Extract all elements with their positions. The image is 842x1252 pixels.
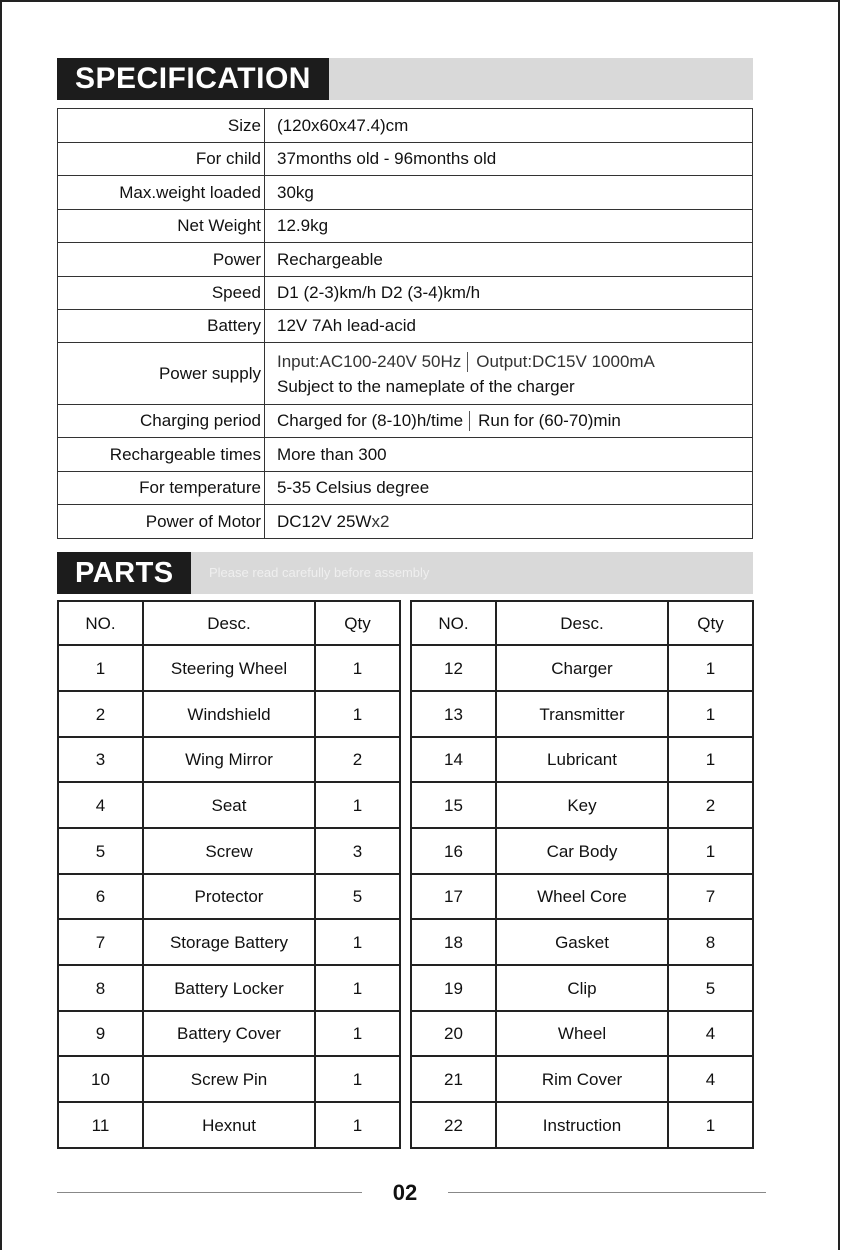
header-qty: Qty bbox=[315, 601, 400, 645]
part-qty: 1 bbox=[315, 691, 400, 737]
spec-row-max-weight bbox=[58, 176, 753, 210]
table-row bbox=[411, 874, 753, 919]
charging-charged: Charged for (8-10)h/time bbox=[277, 410, 464, 430]
part-qty: 1 bbox=[668, 828, 753, 874]
table-row bbox=[411, 965, 753, 1011]
table-row bbox=[58, 1011, 400, 1056]
part-qty: 1 bbox=[315, 1011, 400, 1056]
divider bbox=[467, 352, 468, 372]
part-no: 2 bbox=[58, 691, 143, 737]
header-no: NO. bbox=[411, 601, 496, 645]
table-row bbox=[411, 1102, 753, 1148]
spec-row-rechargeable-times bbox=[58, 438, 753, 472]
spec-row-power-supply bbox=[58, 343, 753, 405]
part-desc: Battery Cover bbox=[143, 1011, 315, 1056]
part-desc: Lubricant bbox=[496, 737, 668, 782]
power-supply-note: Subject to the nameplate of the charger bbox=[277, 376, 575, 396]
spec-label: For child bbox=[58, 143, 265, 176]
part-desc: Screw Pin bbox=[143, 1056, 315, 1102]
part-qty: 3 bbox=[315, 828, 400, 874]
part-desc: Protector bbox=[143, 874, 315, 919]
table-row bbox=[411, 691, 753, 737]
part-no: 14 bbox=[411, 737, 496, 782]
part-qty: 1 bbox=[315, 1056, 400, 1102]
spec-row-speed bbox=[58, 277, 753, 310]
part-qty: 1 bbox=[668, 1102, 753, 1148]
part-qty: 1 bbox=[668, 645, 753, 691]
power-supply-output: Output:DC15V 1000mA bbox=[476, 351, 655, 371]
part-no: 19 bbox=[411, 965, 496, 1011]
part-desc: Charger bbox=[496, 645, 668, 691]
table-row bbox=[58, 965, 400, 1011]
specification-header-bar bbox=[57, 58, 753, 100]
part-desc: Rim Cover bbox=[496, 1056, 668, 1102]
part-desc: Car Body bbox=[496, 828, 668, 874]
part-no: 18 bbox=[411, 919, 496, 965]
header-no: NO. bbox=[58, 601, 143, 645]
part-desc: Screw bbox=[143, 828, 315, 874]
spec-label: Speed bbox=[58, 277, 265, 310]
spec-row-charging-period bbox=[58, 405, 753, 438]
part-no: 20 bbox=[411, 1011, 496, 1056]
spec-label: Battery bbox=[58, 310, 265, 343]
part-no: 10 bbox=[58, 1056, 143, 1102]
part-no: 17 bbox=[411, 874, 496, 919]
part-desc: Hexnut bbox=[143, 1102, 315, 1148]
part-desc: Wheel Core bbox=[496, 874, 668, 919]
table-row bbox=[58, 919, 400, 965]
table-row bbox=[411, 919, 753, 965]
motor-value: DC12V 25W bbox=[277, 511, 372, 531]
footer-rule-left bbox=[57, 1192, 362, 1193]
part-desc: Gasket bbox=[496, 919, 668, 965]
spec-label: Net Weight bbox=[58, 210, 265, 243]
part-qty: 7 bbox=[668, 874, 753, 919]
table-row bbox=[58, 737, 400, 782]
specification-table bbox=[57, 108, 753, 539]
spec-row-battery bbox=[58, 310, 753, 343]
spec-label: Rechargeable times bbox=[58, 438, 265, 472]
part-no: 3 bbox=[58, 737, 143, 782]
parts-table-left bbox=[57, 600, 401, 1149]
spec-row-net-weight bbox=[58, 210, 753, 243]
specification-title: SPECIFICATION bbox=[57, 58, 329, 100]
footer-rule-right bbox=[448, 1192, 766, 1193]
header-desc: Desc. bbox=[496, 601, 668, 645]
spec-value-charging bbox=[265, 405, 753, 438]
spec-value: D1 (2-3)km/h D2 (3-4)km/h bbox=[265, 277, 753, 310]
part-qty: 8 bbox=[668, 919, 753, 965]
table-row bbox=[58, 1056, 400, 1102]
page-number: 02 bbox=[392, 1180, 418, 1205]
part-qty: 5 bbox=[668, 965, 753, 1011]
table-row bbox=[58, 1102, 400, 1148]
part-qty: 1 bbox=[315, 1102, 400, 1148]
table-row bbox=[58, 874, 400, 919]
parts-note: Please read carefully before assembly bbox=[209, 565, 430, 580]
part-desc: Key bbox=[496, 782, 668, 828]
part-no: 5 bbox=[58, 828, 143, 874]
part-no: 8 bbox=[58, 965, 143, 1011]
part-qty: 1 bbox=[668, 737, 753, 782]
part-no: 21 bbox=[411, 1056, 496, 1102]
part-qty: 2 bbox=[315, 737, 400, 782]
spec-label: Power of Motor bbox=[58, 505, 265, 539]
part-no: 1 bbox=[58, 645, 143, 691]
part-desc: Wheel bbox=[496, 1011, 668, 1056]
part-qty: 5 bbox=[315, 874, 400, 919]
spec-label: Power bbox=[58, 243, 265, 277]
table-row bbox=[411, 737, 753, 782]
spec-label: Power supply bbox=[58, 343, 265, 405]
part-desc: Steering Wheel bbox=[143, 645, 315, 691]
spec-value: 12.9kg bbox=[265, 210, 753, 243]
part-qty: 1 bbox=[315, 919, 400, 965]
part-desc: Wing Mirror bbox=[143, 737, 315, 782]
table-row bbox=[58, 782, 400, 828]
table-row bbox=[411, 645, 753, 691]
table-row bbox=[58, 645, 400, 691]
spec-label: Charging period bbox=[58, 405, 265, 438]
spec-row-size bbox=[58, 109, 753, 143]
part-qty: 1 bbox=[315, 782, 400, 828]
spec-value: More than 300 bbox=[265, 438, 753, 472]
part-no: 12 bbox=[411, 645, 496, 691]
spec-value: 12V 7Ah lead-acid bbox=[265, 310, 753, 343]
part-desc: Windshield bbox=[143, 691, 315, 737]
header-qty: Qty bbox=[668, 601, 753, 645]
parts-header-bar bbox=[57, 552, 753, 594]
part-qty: 4 bbox=[668, 1011, 753, 1056]
spec-value: 5-35 Celsius degree bbox=[265, 472, 753, 505]
power-supply-input: Input:AC100-240V 50Hz bbox=[277, 351, 462, 371]
spec-row-power bbox=[58, 243, 753, 277]
spec-row-for-child bbox=[58, 143, 753, 176]
part-desc: Storage Battery bbox=[143, 919, 315, 965]
table-row bbox=[411, 828, 753, 874]
parts-header-row bbox=[411, 601, 753, 645]
spec-value: 37months old - 96months old bbox=[265, 143, 753, 176]
part-no: 16 bbox=[411, 828, 496, 874]
spec-value: (120x60x47.4)cm bbox=[265, 109, 753, 143]
header-desc: Desc. bbox=[143, 601, 315, 645]
part-no: 6 bbox=[58, 874, 143, 919]
part-desc: Seat bbox=[143, 782, 315, 828]
table-row bbox=[411, 782, 753, 828]
table-row bbox=[411, 1056, 753, 1102]
part-qty: 1 bbox=[668, 691, 753, 737]
divider bbox=[469, 411, 470, 431]
spec-value-motor bbox=[265, 505, 753, 539]
spec-value: Rechargeable bbox=[265, 243, 753, 277]
part-no: 4 bbox=[58, 782, 143, 828]
part-no: 15 bbox=[411, 782, 496, 828]
spec-label: Max.weight loaded bbox=[58, 176, 265, 210]
part-desc: Clip bbox=[496, 965, 668, 1011]
spec-row-motor bbox=[58, 505, 753, 539]
part-no: 9 bbox=[58, 1011, 143, 1056]
charging-run: Run for (60-70)min bbox=[478, 410, 621, 430]
part-desc: Transmitter bbox=[496, 691, 668, 737]
table-row bbox=[58, 691, 400, 737]
table-row bbox=[411, 1011, 753, 1056]
part-qty: 4 bbox=[668, 1056, 753, 1102]
part-desc: Instruction bbox=[496, 1102, 668, 1148]
spec-value: 30kg bbox=[265, 176, 753, 210]
parts-table-right bbox=[410, 600, 754, 1149]
motor-suffix: x2 bbox=[371, 511, 390, 531]
part-no: 13 bbox=[411, 691, 496, 737]
spec-value-power-supply bbox=[265, 343, 753, 405]
part-no: 7 bbox=[58, 919, 143, 965]
spec-row-temperature bbox=[58, 472, 753, 505]
parts-header-row bbox=[58, 601, 400, 645]
part-qty: 1 bbox=[315, 645, 400, 691]
spec-label: Size bbox=[58, 109, 265, 143]
spec-label: For temperature bbox=[58, 472, 265, 505]
table-row bbox=[58, 828, 400, 874]
part-no: 11 bbox=[58, 1102, 143, 1148]
part-qty: 1 bbox=[315, 965, 400, 1011]
part-qty: 2 bbox=[668, 782, 753, 828]
part-desc: Battery Locker bbox=[143, 965, 315, 1011]
part-no: 22 bbox=[411, 1102, 496, 1148]
parts-title: PARTS bbox=[57, 552, 191, 594]
